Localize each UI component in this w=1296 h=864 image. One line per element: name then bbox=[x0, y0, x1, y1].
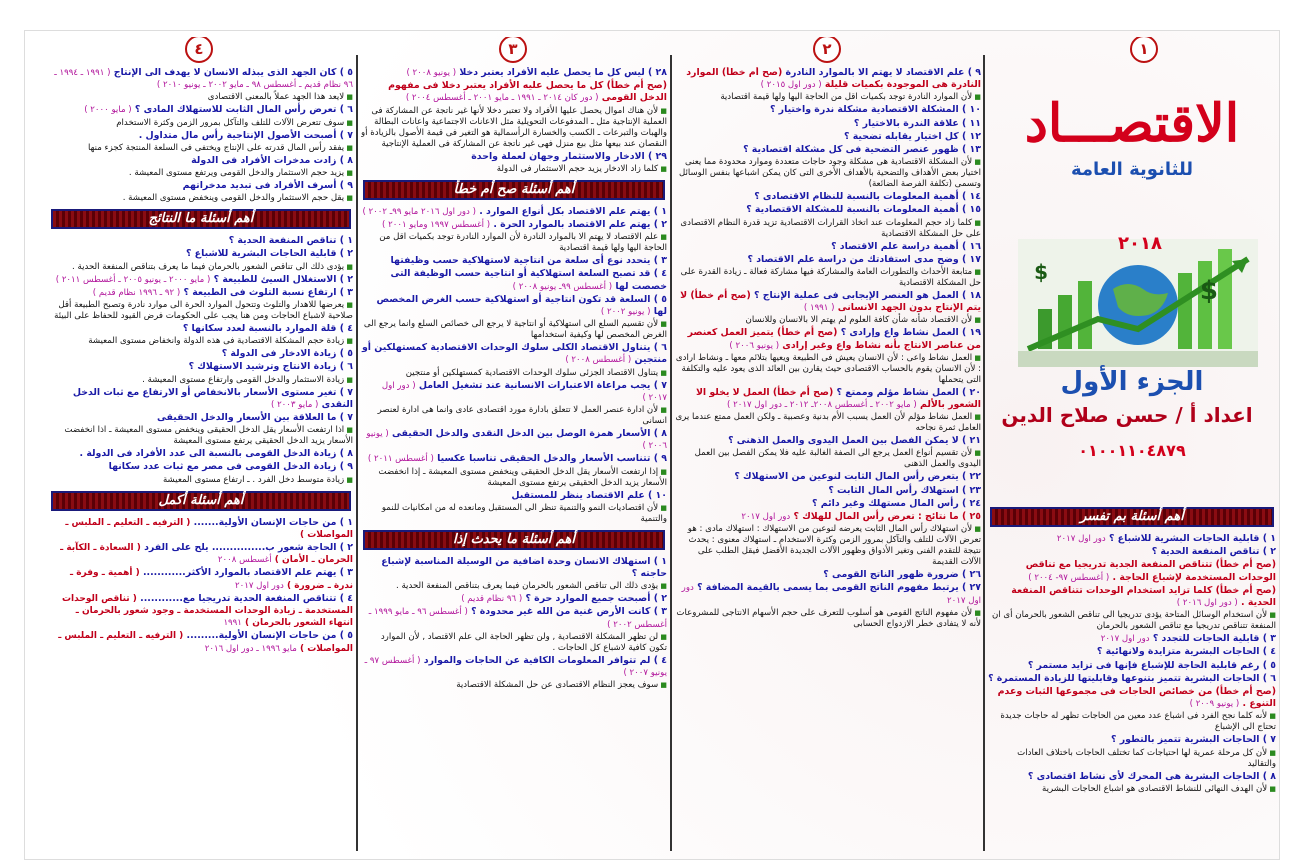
exam-date: ( أغسطس ٩٧- ٢٠٠٤ ) bbox=[1028, 572, 1110, 583]
section-banner-complete: أهم أسئلة أكمل bbox=[51, 491, 351, 511]
exam-date: ( يونيو ٢٠٠٦ ) bbox=[729, 340, 780, 351]
question-text: ٢ ) قابلية الحاجات البشرية للاشباع ؟ bbox=[185, 248, 353, 260]
exam-date: ( أغسطس ٩٩ـ يونيو ٢٠٠٨ ) bbox=[512, 281, 613, 292]
question-text: ٢ ) الاستغلال السيئ للطبيعة ؟ bbox=[210, 273, 353, 285]
question-item bbox=[675, 435, 981, 447]
page-number-2: ٢ bbox=[813, 37, 841, 63]
question-item bbox=[361, 294, 667, 318]
question-list-col4c bbox=[49, 517, 353, 655]
question-item bbox=[49, 348, 353, 360]
answer-line bbox=[675, 412, 981, 434]
true-false-text: (صح أم خطأ) كل ما يحصل عليه الأفراد يعتبر دخلا فى مفهوم الدخل القومى bbox=[388, 80, 667, 104]
question-item bbox=[675, 485, 981, 497]
question-item bbox=[361, 380, 667, 404]
answer-line bbox=[675, 157, 981, 190]
exam-date: ( يونيو ٢٠٠٢ ) bbox=[600, 307, 651, 318]
column-divider bbox=[983, 55, 985, 851]
answer-text: زيادة متوسط دخل الفرد . ـ ارتفاع مستوى المعيشة bbox=[162, 474, 345, 485]
question-text: ٢ ) تناقص المنفعة الحدية ؟ bbox=[1151, 546, 1276, 558]
choices-text: ( أهمية ـ وفرة ـ ندرة ـ ضرورة ) bbox=[70, 568, 353, 591]
question-item bbox=[49, 130, 353, 142]
question-text: ٨ ) الحاجات البشرية هى المحرك لأى نشاط اقتصادى ؟ bbox=[1027, 770, 1276, 782]
answer-line bbox=[49, 475, 353, 486]
answer-line bbox=[49, 92, 353, 103]
answer-line bbox=[988, 784, 1276, 795]
answer-text: لأن استهلاك رأس المال الثابت يعرضه لنوعين من الاستهلاك : استهلاك مادى : هو تعرض الآلات للتلف والتآكل بمرور الزمن وكثرة الاستخدام ـ استهلاك معنوى : يحدث نتيجة للتقدم الفنى وتغير الأذواق وظهور الآلات الجديدة الأفضل فيقل الطلب على الآلات القديمة bbox=[687, 524, 981, 568]
question-text: ١٤ ) أهمية المعلومات بالنسبة للنظام الاقتصادى ؟ bbox=[754, 191, 981, 203]
question-item bbox=[49, 155, 353, 167]
exam-date: ( أغسطس ٢٠١١ ) bbox=[367, 454, 434, 465]
question-text: ٥ ) زيادة الادخار فى الدولة ؟ bbox=[221, 348, 353, 360]
question-item bbox=[675, 104, 981, 116]
question-text: ١٣ ) ظهور عنصر التضحية فى كل مشكلة اقتصادية ؟ bbox=[743, 144, 981, 156]
question-item bbox=[49, 104, 353, 116]
question-text: ٢ ) أصبحت جميع الموارد حرة ؟ bbox=[522, 593, 667, 605]
answer-text: لأن مفهوم الناتج القومى هو أسلوب للتعرف على حجم الأسهام الانتاجى للمشروعات لأنه لا يتفادى خطر الازدواج الحسابى bbox=[676, 607, 981, 629]
answer-line bbox=[49, 336, 353, 347]
answer-line bbox=[361, 405, 667, 427]
question-text: ١ ) من حاجات الإنسان الأولية....... bbox=[190, 516, 353, 528]
exam-date: دور اول ٢٠١٧ bbox=[234, 580, 284, 591]
answer-line bbox=[49, 118, 353, 129]
answer-line bbox=[49, 300, 353, 322]
true-false-text: (صح أم خطأ) العمل لا يخلو الا الشعور بالألم bbox=[695, 386, 981, 411]
question-item bbox=[361, 593, 667, 605]
question-text: ١٩ ) العمل نشاط واع وإرادى ؟ bbox=[837, 327, 981, 339]
answer-text: لأن الموارد النادرة توجد بكميات اقل من الحاجة اليها ولها قيمة اقتصادية bbox=[720, 92, 973, 103]
question-list-col3b bbox=[361, 206, 667, 525]
question-text: ٧ ) يجب مراعاة الاعتبارات الانسانية عند تشغيل العامل bbox=[415, 379, 667, 391]
question-list-col4b bbox=[49, 235, 353, 485]
question-item bbox=[988, 673, 1276, 685]
answer-text: سوف تتعرض الآلات للتلف والتآكل بمرور الزمن وكثرة الاستخدام bbox=[116, 117, 345, 128]
question-item bbox=[675, 254, 981, 266]
cover-part: الجزء الأول bbox=[1060, 367, 1204, 397]
question-item bbox=[49, 517, 353, 541]
true-false-text: (صح أم خطأ) يتميز العمل كعنصر من عناصر الانتاج بأنه نشاط واع وغير إرادى bbox=[687, 327, 981, 351]
question-text: ٢٨ ) ليس كل ما يحصل عليه الأفراد يعتبر دخلا bbox=[456, 67, 667, 78]
question-item bbox=[361, 219, 667, 231]
question-item bbox=[361, 342, 667, 366]
answer-line bbox=[675, 524, 981, 568]
answer-line bbox=[361, 467, 667, 489]
exam-date: دور اول ٢٠١٧ bbox=[1056, 534, 1106, 544]
question-item bbox=[675, 191, 981, 203]
question-item bbox=[361, 453, 667, 465]
question-item bbox=[675, 144, 981, 156]
question-item bbox=[675, 569, 981, 581]
question-item bbox=[49, 461, 353, 473]
exam-date: ( دور كان ٢٠١٤ ـ ١٩٩١ ـ مايو ٢٠٠١ ـ أغسطس ٢٠٠٤ ) bbox=[405, 93, 599, 104]
column-divider bbox=[670, 55, 672, 851]
svg-text:$: $ bbox=[1034, 260, 1048, 284]
question-item bbox=[361, 255, 667, 267]
answer-text: لأن المشكلة الاقتصادية هى مشكلة وجود حاجات متعددة وموارد محدودة مما يعنى اختيار بعض الأهداف والتضحية بالأهداف الأخرى التى كان يمكن اشباعها بنفس الوسائل وتسمى (تكلفة الفرصة الضائعة) bbox=[678, 157, 981, 190]
question-item bbox=[675, 67, 981, 91]
question-item bbox=[675, 387, 981, 411]
exam-date: ( مايو ٢٠٠٠ ـ يونيو ٢٠٠٥ ـ أغسطس ٢٠١١ ) bbox=[55, 274, 211, 285]
question-item bbox=[988, 734, 1276, 746]
question-item bbox=[988, 633, 1276, 645]
exam-date: ( ٩٦ نظام قديم ) bbox=[461, 594, 523, 605]
answer-text: يؤدى ذلك الى تناقص الشعور بالحرمان فيما يعرف بتناقص المنفعة الحدية . bbox=[395, 581, 659, 592]
answer-line bbox=[675, 448, 981, 470]
answer-line bbox=[361, 632, 667, 654]
answer-text: لن تظهر المشكلة الاقتصادية , ولن تظهر الحاجة الى علم الاقتصاد , لأن الموارد تكون كافية لاشباع كل الحاجات . bbox=[380, 631, 667, 653]
question-item bbox=[49, 361, 353, 373]
page-number-4: ٤ bbox=[185, 37, 213, 63]
question-text: ١ ) استهلاك الانسان وحدة اضافية من الوسيلة المناسبة لإشباع حاجته ؟ bbox=[381, 555, 667, 580]
question-text: ٥ ) كان الجهد الذى يبذله الانسان لا يهدف الى الإنتاج bbox=[110, 67, 353, 78]
question-text: ٦ ) تعرض رأس المال الثابت للاستهلاك المادى ؟ bbox=[131, 104, 353, 116]
question-item bbox=[49, 67, 353, 91]
question-text: ١ ) تناقص المنفعة الحدية ؟ bbox=[228, 235, 353, 247]
question-text: ٢ ) الحاجة شعور ب............... يلح على الفرد bbox=[140, 542, 353, 554]
answer-text: لأن استخدام الوسائل المتاحة يؤدى تدريجيا الى تناقص الشعور بالحرمان أى ان المنفعة تتناقص تدريجيا مع تناقص الشعور بالحرمان bbox=[992, 610, 1276, 632]
question-item bbox=[675, 511, 981, 523]
answer-text: يزيد حجم الاستثمار والدخل القومى ويرتفع مستوى المعيشة . bbox=[128, 168, 345, 179]
answer-line bbox=[49, 375, 353, 386]
answer-line bbox=[361, 164, 667, 175]
question-list-col2 bbox=[675, 67, 981, 630]
answer-line bbox=[361, 503, 667, 525]
question-item bbox=[49, 593, 353, 630]
question-text: ٤ ) قد تصبح السلعة استهلاكية أو انتاجية حسب الوظيفة التى خصصت لها bbox=[390, 268, 667, 292]
question-text: ٧ ) تغير مستوى الأسعار بالانخفاض أو الارتفاع مع ثبات الدخل النقدى bbox=[72, 386, 353, 410]
question-item bbox=[988, 771, 1276, 783]
question-item bbox=[361, 606, 667, 630]
question-text: ٩ ) زيادة الدخل القومى فى مصر مع ثبات عدد سكانها bbox=[108, 461, 353, 473]
question-item bbox=[49, 542, 353, 566]
question-text: ١٦ ) أهمية دراسة علم الاقتصاد ؟ bbox=[831, 240, 981, 252]
exam-date: ( يونيو ٢٠٠٦ ) bbox=[366, 429, 667, 452]
cover-hero bbox=[988, 37, 1276, 502]
question-text: ٦ ) يتناول الاقتصاد الكلى سلوك الوحدات الاقتصادية كمستهلكين أو منتجين bbox=[361, 342, 667, 366]
answer-text: كلما زاد حجم المعلومات عند اتخاذ القرارات الاقتصادية تزيد قدرة النظام الاقتصادى على حل المشكلة الاقتصادية bbox=[680, 217, 981, 239]
section-banner-what-happens: أهم أسئلة ما يحدث إذا bbox=[363, 530, 665, 550]
answer-line bbox=[988, 748, 1276, 770]
answer-text: إذا ارتفعت الأسعار يقل الدخل الحقيقى وينخفض مستوى المعيشة ـ إذا انخفضت الأسعار يزيد الدخل الحقيقى يرتفع مستوى المعيشة bbox=[378, 466, 667, 488]
question-item bbox=[988, 660, 1276, 672]
question-item bbox=[361, 490, 667, 502]
question-list-col1 bbox=[988, 533, 1276, 795]
exam-date: ( أغسطس ٩٧ ـ يونيو ٢٠٠٧ ) bbox=[364, 655, 667, 679]
question-text: ٥ ) من حاجات الإنسان الأولية......... bbox=[183, 630, 353, 642]
question-item bbox=[49, 630, 353, 654]
question-text: ١٥ ) أهمية المعلومات بالنسبة للمشكلة الاقتصادية ؟ bbox=[746, 204, 981, 216]
question-text: ١٢ ) كل اختيار يقابله تضحية ؟ bbox=[844, 130, 981, 142]
question-item bbox=[988, 585, 1276, 609]
question-text: ٢ ) يهتم علم الاقتصاد بالموارد الحرة . bbox=[490, 219, 667, 231]
answer-text: سوف يعجز النظام الاقتصادى عن حل المشكلة الاقتصادية bbox=[456, 680, 659, 691]
question-text: ٩ ) أسرف الأفراد فى تبديد مدخراتهم bbox=[182, 180, 353, 192]
exam-date: ( مايو ٢٠٠٢ ـ أغسطس ٢٠٠٨ـ ٢٠١٢ ـ دور اول ٢٠١٧ ) bbox=[727, 400, 917, 411]
answer-text: لأن هناك اموال يحصل عليها الأفراد ولا تعتبر دخلا لأنها غير ناتجة عن المشاركة فى العملية الإنتاجية مثل ـ المدفوعات التحويلية مثل الاعانات الاجتماعية واعانات البطالة والهبات والتبرعات ـ الكسب والخسارة الرأسمالية هو التغير فى قيمة الأصول بالزيادة أو النقصان عند بيعها مثل بيع منزل فهى غير ناتجة عن المشاركة فى العملية الإنتاجية bbox=[361, 105, 667, 149]
exam-date: ( دور اول ٢٠١٦ ) bbox=[1176, 598, 1238, 609]
question-text: ٢٩ ) الادخار والاستثمار وجهان لعملة واحدة bbox=[471, 150, 667, 162]
answer-text: لأن تقسيم أنواع العمل يرجع الى الصفة الغالبة عليه فلا يمكن الفصل بين العمل اليدوى والعمل الذهنى bbox=[694, 448, 981, 470]
page-number-3: ٣ bbox=[499, 37, 527, 63]
question-item bbox=[675, 582, 981, 606]
answer-text: اذا ارتفعت الأسعار يقل الدخل الحقيقى وينخفض مستوى المعيشة ـ اذا انخفضت الأسعار يزيد الدخل الحقيقى يرتفع مستوى المعيشة bbox=[64, 425, 353, 447]
answer-text: زيادة حجم المشكلة الاقتصادية فى هذه الدولة وانخفاض مستوى المعيشة bbox=[88, 336, 345, 347]
true-false-text: (صح أم خطأ) تتناقص المنفعة الجدية تدريجيا مع تناقص الوحدات المستخدمة لإشباع الحاجة . bbox=[1025, 559, 1276, 583]
question-item bbox=[361, 428, 667, 452]
cover-year: ٢٠١٨ bbox=[1118, 233, 1162, 254]
true-false-text: ٢٥ ) ما نتائج : تعرض رأس المال للهلاك ؟ bbox=[790, 511, 981, 523]
question-item bbox=[988, 533, 1276, 545]
question-text: ٩ ) علم الاقتصاد لا يهتم الا بالموارد النادرة bbox=[782, 67, 981, 78]
question-item bbox=[675, 118, 981, 130]
exam-date: ( مايو ٢٠٠٠ ) bbox=[84, 105, 132, 116]
cover-title: الاقتصـــاد bbox=[1024, 93, 1240, 154]
question-item bbox=[361, 206, 667, 218]
answer-line bbox=[988, 711, 1276, 733]
worksheet-page bbox=[24, 30, 1280, 860]
question-text: ٢١ ) لا يمكن الفصل بين العمل اليدوى والعمل الذهنى ؟ bbox=[728, 435, 981, 447]
question-item bbox=[361, 151, 667, 163]
question-item bbox=[49, 448, 353, 460]
question-text: ٩ ) تتناسب الأسعار والدخل الحقيقى تناسبا عكسيا bbox=[433, 453, 667, 465]
cover-subtitle: للثانوية العامة bbox=[1070, 159, 1194, 180]
answer-text: لأن الهدف النهائى للنشاط الاقتصادى هو اشباع الحاجات البشرية bbox=[1041, 783, 1268, 794]
answer-line bbox=[361, 368, 667, 379]
question-text: ٤ ) الحاجات البشرية متزايدة ولانهائية ؟ bbox=[1096, 646, 1276, 658]
economy-globe-illustration bbox=[1018, 239, 1258, 367]
section-banner-explain: أهم أسئلة بم تفسر bbox=[990, 507, 1274, 527]
column-1 bbox=[988, 37, 1276, 853]
answer-text: يفقد رأس المال قدرته على الإنتاج ويختفى فى السلعة المنتجة كجزء منها bbox=[88, 142, 345, 153]
exam-date: ( مايو ٢٠٠٣ ) bbox=[270, 399, 319, 410]
answer-text: يؤدى ذلك الى تناقص الشعور بالحرمان فيما ما يعرف بتناقص المنفعة الحدية . bbox=[72, 261, 345, 272]
exam-date: ( أغسطس ٩٦ ـ مايو ١٩٩٩ ـ أغسطس ٢٠٠٢ ) bbox=[368, 607, 667, 630]
true-false-text: (صح أم خطأ) كلما تزايد استخدام الوحدات تتناقص المنفعة الحدية . bbox=[1011, 584, 1276, 609]
question-item bbox=[675, 241, 981, 253]
question-text: ٨ ) زادت مدخرات الأفراد فى الدولة bbox=[191, 154, 353, 166]
question-item bbox=[675, 471, 981, 483]
question-item bbox=[49, 412, 353, 424]
question-item bbox=[49, 180, 353, 192]
answer-text: لأنه كلما نجح الفرد فى اشباع عدد معين من الحاجات تظهر له حاجات جديدة تحتاج الى الإشباع bbox=[1000, 711, 1276, 733]
question-item bbox=[361, 556, 667, 580]
exam-date: دور اول ٢٠١٧ bbox=[1100, 634, 1150, 645]
exam-date: ( ١٩٩١ ـ ١٩٩٤ ـ ٩٦ نظام قديم ـ أغسطس ٩٨ ـ مايو ٢٠٠٢ ـ يونيو ٢٠١٠ ) bbox=[54, 68, 353, 91]
question-text: ١٠ ) المشكلة الاقتصادية مشكلة ندرة واختيار ؟ bbox=[769, 104, 981, 116]
answer-line bbox=[675, 92, 981, 103]
question-item bbox=[49, 274, 353, 286]
choices-text: ( الترفيه ـ التعليم ـ الملبس ـ المواصلات ) bbox=[65, 517, 353, 540]
true-false-text: (صح أم خطأ) الموارد النادرة هى الموجودة بكميات قليلة bbox=[686, 67, 981, 91]
section-banner-results: أهم أسئلة ما النتائج bbox=[51, 209, 351, 229]
question-text: ١٧ ) وضح مدى استفادتك من دراسة علم الاقتصاد ؟ bbox=[747, 253, 981, 265]
answer-text: لأن كل مرحلة عمرية لها احتياجات كما تختلف الحاجات باختلاف العادات والتقاليد bbox=[1017, 747, 1276, 769]
question-text: ٣ ) يهتم علم الاقتصاد بالموارد الأكثر............ bbox=[139, 567, 353, 579]
answer-text: لايعد هذا الجهد عملاً بالمعنى الاقتصادى bbox=[207, 92, 345, 103]
true-false-text: (صح أم خطأ) لا يتم الإنتاج بدون الجهد الانسانى bbox=[680, 290, 981, 314]
answer-line bbox=[49, 262, 353, 273]
question-item bbox=[49, 323, 353, 335]
answer-text: زيادة الاستثمار والدخل القومى وارتفاع مستوى المعيشة . bbox=[142, 374, 345, 385]
answer-line bbox=[675, 353, 981, 386]
question-item bbox=[361, 80, 667, 104]
answer-text: لأن ادارة عنصر العمل لا تتعلق بادارة مورد اقتصادى عادى وانما هى ادارة لعنصر انسانى bbox=[377, 405, 667, 427]
exam-date: ( يونيو ٢٠٠٨ ) bbox=[406, 68, 457, 78]
answer-text: العمل نشاط واعى : لأن الانسان يعيش فى الطبيعة ويعيها بتلائم معها ـ ونشاط ارادى : لأن الانسان يقوم بالحساب الاقتصادى حيث يقارن بين العائد الذى يعود عليه والتكلفة التى يتحملها bbox=[675, 352, 981, 385]
answer-text: يقل حجم الاستثمار والدخل القومى وينخفض مستوى المعيشة . bbox=[122, 193, 345, 204]
question-text: ١٨ ) العمل هو العنصر الإيجابى فى عملية الإنتاج ؟ bbox=[750, 290, 981, 302]
question-list-col4a bbox=[49, 67, 353, 204]
question-text: ٢٦ ) ضرورة ظهور الناتج القومى ؟ bbox=[823, 569, 981, 581]
true-false-text: (صح أم خطأ) من خصائص الحاجات فى مجموعها الثبات وعدم التنوع . bbox=[997, 686, 1276, 710]
question-item bbox=[675, 498, 981, 510]
answer-line bbox=[675, 608, 981, 630]
cover-author: اعداد أ / حسن صلاح الدين bbox=[1001, 403, 1253, 427]
answer-line bbox=[988, 610, 1276, 632]
exam-date: دور اول ٢٠١٧ bbox=[681, 583, 981, 606]
exam-date: ( دور اول ٢٠١٧ ) bbox=[381, 380, 667, 403]
question-item bbox=[49, 567, 353, 591]
exam-date: ( ٩٢ ـ ١٩٩٦ نظام قديم ) bbox=[92, 287, 181, 298]
question-item bbox=[361, 67, 667, 79]
exam-date: ( ١٩٩١ ) bbox=[803, 303, 835, 314]
cover-phone: ٠١٠٠١١٠٤٨٧٩ bbox=[1078, 441, 1186, 460]
question-text: ١٠ ) علم الاقتصاد ينظر للمستقبل bbox=[511, 489, 667, 501]
question-text: ٤ ) تتناقص المنفعة الحدية تدريجيا مع............ bbox=[136, 592, 353, 604]
choices-text: ( الترفيه ـ التعليم ـ الملبس ـ المواصلات ) bbox=[58, 631, 353, 654]
question-text: ٤ ) قلة الموارد بالنسبة لعدد سكانها ؟ bbox=[182, 323, 353, 335]
question-item bbox=[361, 268, 667, 292]
question-item bbox=[675, 131, 981, 143]
exam-date: ( دور اول ٢٠١٦ مايو ٩٩ـ ٢٠٠٢ ) bbox=[362, 206, 476, 217]
answer-line bbox=[49, 425, 353, 447]
question-text: ٥ ) السلعة قد تكون انتاجية أو استهلاكية حسب الغرض المخصص لها bbox=[376, 293, 667, 318]
answer-text: يتناول الاقتصاد الجزئى سلوك الوحدات الاقتصادية كمستهلكين أو منتجين bbox=[405, 367, 659, 378]
answer-text: يعرضها للاهدار والتلوث وتتحول الموارد الحرة الى موارد نادرة وتصبح الطبيعة أقل صلاحية لاشباع الحاجات ومن هنا يجب على الحكومات فرض القيود للحفاظ على البيئة bbox=[54, 300, 353, 322]
answer-line bbox=[361, 680, 667, 691]
question-item bbox=[675, 204, 981, 216]
answer-line bbox=[49, 193, 353, 204]
question-text: ٨ ) زيادة الدخل القومى بالنسبة الى عدد الأفراد فى الدولة . bbox=[79, 448, 353, 460]
question-text: ٣ ) يتحدد نوع أى سلعة من انتاجية لاستهلاكية حسب وظيفتها bbox=[390, 255, 667, 267]
exam-date: ( يونيو ٢٠٠٩ ) bbox=[1189, 699, 1240, 710]
answer-line bbox=[361, 106, 667, 150]
answer-line bbox=[49, 143, 353, 154]
question-text: ٥ ) رغم قابلية الحاجة للإشباع فإنها فى تزايد مستمر ؟ bbox=[1027, 659, 1276, 671]
question-item bbox=[49, 287, 353, 299]
question-text: ٢٢ ) يتعرض رأس المال الثابت لنوعين من الاستهلاك ؟ bbox=[734, 471, 981, 483]
answer-line bbox=[361, 581, 667, 592]
exam-date: ١٩٩١ bbox=[223, 618, 242, 629]
answer-line bbox=[49, 168, 353, 179]
exam-date: أغسطس ٢٠٠٨ bbox=[217, 555, 272, 566]
question-item bbox=[988, 559, 1276, 583]
svg-text:$: $ bbox=[1199, 276, 1218, 306]
question-item bbox=[675, 290, 981, 314]
question-text: ٢٧ ) يرتبط مفهوم الناتج القومى بما يسمى بالقيمة المضافة ؟ bbox=[693, 582, 981, 594]
question-text: ٦ ) الحاجات البشرية تتميز بتنوعها وقابليتها للزيادة المستمرة ؟ bbox=[988, 672, 1276, 684]
answer-line bbox=[675, 267, 981, 289]
question-item bbox=[49, 235, 353, 247]
column-4 bbox=[49, 37, 353, 853]
column-3 bbox=[361, 37, 667, 853]
question-text: ٦ ) زيادة الانتاج وترشيد الاستهلاك ؟ bbox=[188, 361, 353, 373]
question-item bbox=[361, 655, 667, 679]
question-text: ٣ ) كانت الأرض غنية من الله غير محدودة ؟ bbox=[467, 606, 667, 618]
section-banner-true-false: أهم أسئلة صح أم خطأ bbox=[363, 180, 665, 200]
exam-date: ( أغسطس ١٩٩٧ ومايو ٢٠٠١ ) bbox=[382, 220, 491, 231]
exam-date: ( أغسطس ٢٠٠٨ ) bbox=[565, 355, 632, 366]
question-text: ٧ ) أصبحت الأصول الإنتاجية رأس مال متداول . bbox=[138, 129, 353, 141]
question-text: ٣ ) قابلية الحاجات للتجدد ؟ bbox=[1149, 633, 1276, 645]
exam-date: دور اول ٢٠١٧ bbox=[741, 512, 791, 523]
question-item bbox=[49, 387, 353, 411]
question-text: ١ ) قابلية الحاجات البشرية للاشباع ؟ bbox=[1105, 533, 1276, 544]
answer-line bbox=[675, 218, 981, 240]
question-item bbox=[49, 248, 353, 260]
answer-text: علم الاقتصاد لا يهتم الا بالموارد النادرة لأن الموارد النادرة توجد بكميات اقل من الحاجة اليها ولها قيمة اقتصادية bbox=[379, 232, 667, 254]
answer-line bbox=[675, 315, 981, 326]
choices-text: ( تناقص الوحدات المستخدمة ـ زيادة الوحدات المستخدمة ـ وجود شعور بالحرمان ـ انتهاء الشعور بالحرمان ) bbox=[62, 593, 353, 629]
question-list-col3c bbox=[361, 556, 667, 691]
choices-text: ( السعادة ـ الكآبة ـ الحرمان ـ الأمان ) bbox=[60, 543, 353, 566]
question-text: ٧ ) ما العلاقة بين الأسعار والدخل الحقيقى bbox=[157, 412, 353, 424]
column-divider bbox=[356, 55, 358, 851]
question-text: ٢٤ ) رأس المال مستهلك وغير دائم ؟ bbox=[812, 497, 981, 509]
question-text: ٢٠ ) العمل نشاط مؤلم وممتع ؟ bbox=[833, 386, 981, 398]
answer-text: كلما زاد الادخار يزيد حجم الاستثمار فى الدولة bbox=[496, 163, 659, 174]
question-text: ٧ ) الحاجات البشرية تتميز بالتطور ؟ bbox=[1111, 734, 1276, 746]
answer-text: لأن اقتصاديات النمو والتنمية تنظر الى المستقبل ومانعده له من امكانيات للنمو والتنمية bbox=[381, 502, 667, 524]
question-text: ٤ ) لم تتوافر المعلومات الكافية عن الحاجات والموارد bbox=[420, 654, 667, 666]
question-item bbox=[988, 646, 1276, 658]
question-text: ٢٣ ) استهلاك رأس المال الثابت ؟ bbox=[828, 484, 981, 496]
answer-text: لأن تقسيم السلع الى استهلاكية أو انتاجية لا يرجع الى خصائص السلع وانما يرجع الى الغرض المخصص لها وكيفية استخدامها bbox=[363, 319, 667, 341]
answer-text: العمل نشاط مؤلم لأن العمل يسبب الأم بدنية وعصبية ـ ولكن العمل ممتع عندما يرى العامل ثمرة نجاحه bbox=[675, 412, 981, 434]
answer-text: لأن الاقتصاد شأنه شأن كافة العلوم لم يهتم الا بالانسان وللانسان bbox=[745, 315, 973, 326]
question-list-col3a bbox=[361, 67, 667, 175]
answer-line bbox=[361, 232, 667, 254]
page-number-1: ١ bbox=[1130, 37, 1158, 63]
answer-text: متابعة الأحداث والتطورات العامة والمشاركة فيها مشاركة فعالة ـ زيادة القدرة على حل المشكلة الاقتصادية bbox=[680, 267, 981, 289]
question-text: ١ ) يهتم علم الاقتصاد بكل أنواع الموارد . bbox=[475, 205, 667, 217]
exam-date: ( دور اول ٢٠١٥ ) bbox=[760, 80, 822, 91]
column-2 bbox=[675, 37, 981, 853]
question-text: ٣ ) ارتفاع نسبة التلوث فى الطبيعة ؟ bbox=[180, 286, 353, 298]
question-item bbox=[675, 327, 981, 351]
question-text: ٨ ) الأسعار همزة الوصل بين الدخل النقدى والدخل الحقيقى bbox=[388, 428, 667, 440]
exam-date: مايو ١٩٩٦ ـ دور اول ٢٠١٦ bbox=[204, 643, 297, 654]
answer-line bbox=[361, 319, 667, 341]
question-text: ١١ ) علاقة الندرة بالاختيار ؟ bbox=[853, 117, 981, 129]
question-item bbox=[988, 686, 1276, 710]
question-item bbox=[988, 546, 1276, 558]
